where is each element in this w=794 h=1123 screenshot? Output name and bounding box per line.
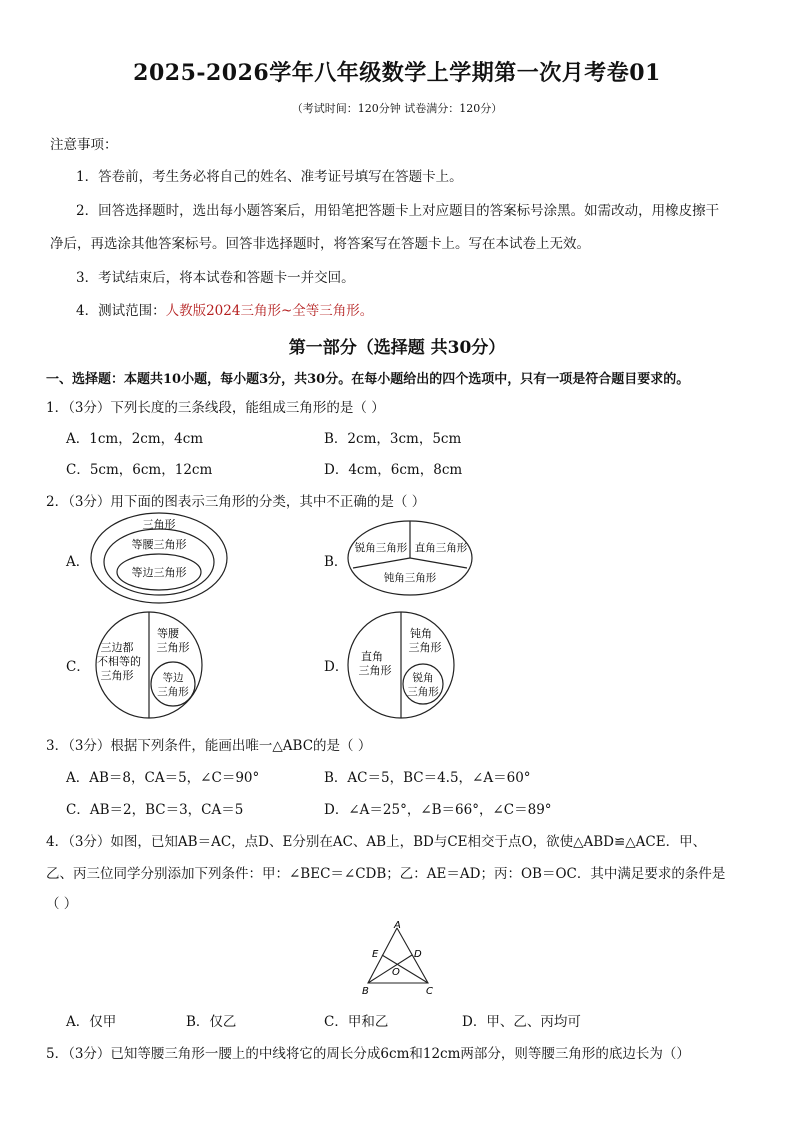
point-d: D <box>414 949 422 960</box>
note-item: 2．回答选择题时，选出每小题答案后，用铅笔把答题卡上对应题目的答案标号涂黑。如需改动，用橡皮擦干 <box>76 203 720 219</box>
circle-inner <box>151 662 195 706</box>
q4-triangle-figure <box>352 918 442 998</box>
question-3-stem: 3．（3分）根据下列条件，能画出唯一△ABC的是（ ） <box>46 738 372 754</box>
exam-subtitle: （考试时间：120分钟 试卷满分：120分） <box>291 102 503 115</box>
q3-option-a: A．AB＝8，CA＝5，∠C＝90° <box>66 770 260 786</box>
point-a: A <box>394 920 401 931</box>
note-item: 1．答卷前，考生务必将自己的姓名、准考证号填写在答题卡上。 <box>76 169 463 185</box>
label-isosceles: 等腰 <box>157 627 179 640</box>
exam-title: 2025-2026学年八年级数学上学期第一次月考卷01 <box>133 60 661 86</box>
question-5-stem: 5．（3分）已知等腰三角形一腰上的中线将它的周长分成6cm和12cm两部分，则等腰三角形的底边长为（） <box>46 1046 690 1062</box>
q3-option-b: B．AC＝5，BC＝4.5，∠A＝60° <box>324 770 531 786</box>
question-1-stem: 1．（3分）下列长度的三条线段，能组成三角形的是（ ） <box>46 400 385 416</box>
divider <box>410 558 467 568</box>
circle-inner <box>403 664 443 704</box>
label-right: 直角三角形 <box>414 542 468 554</box>
q2-option-d: D． <box>324 659 349 675</box>
q4-option-b: B．仅乙 <box>186 1014 237 1030</box>
label-right: 直角 <box>361 650 383 663</box>
label-triangle: 三角形 <box>142 518 176 531</box>
q2-diagram-b <box>345 518 475 598</box>
note-item: 3．考试结束后，将本试卷和答题卡一并交回。 <box>76 270 355 286</box>
label-equilateral: 等边 <box>162 672 184 684</box>
label-acute: 锐角 <box>412 672 434 684</box>
label-scalene: 不相等的 <box>97 655 141 668</box>
q1-option-d: D．4cm，6cm，8cm <box>324 462 463 478</box>
q2-diagram-c <box>91 610 209 722</box>
q4-option-a: A．仅甲 <box>66 1014 117 1030</box>
point-o: O <box>392 967 400 978</box>
label-obtuse: 钝角三角形 <box>383 572 437 584</box>
note-item: 净后，再选涂其他答案标号。回答非选择题时，将答案写在答题卡上。写在本试卷上无效。 <box>50 236 590 252</box>
q2-diagram-d <box>345 610 457 722</box>
q3-option-c: C．AB＝2，BC＝3，CA＝5 <box>66 802 244 818</box>
q1-option-a: A．1cm，2cm，4cm <box>66 431 204 447</box>
scope-label: 4．测试范围： <box>76 303 166 319</box>
q1-option-b: B．2cm，3cm，5cm <box>324 431 462 447</box>
question-4-line: 4．（3分）如图，已知AB＝AC，点D、E分别在AC、AB上，BD与CE相交于点O，欲使△ABD≌△ACE．甲、 <box>46 834 707 850</box>
label-scalene: 三角形 <box>100 669 134 682</box>
q4-option-c: C．甲和乙 <box>324 1014 389 1030</box>
label-isosceles: 等腰三角形 <box>131 538 187 551</box>
section-title: 第一部分（选择题 共30分） <box>288 338 506 358</box>
label-obtuse: 三角形 <box>408 641 442 654</box>
q4-option-d: D．甲、乙、丙均可 <box>462 1014 581 1030</box>
q2-option-a: A． <box>66 554 90 570</box>
question-4-line: 乙、丙三位同学分别添加下列条件：甲：∠BEC＝∠CDB；乙：AE＝AD；丙：OB＝OC．其中满足要求的条件是 <box>46 866 726 882</box>
label-acute: 锐角三角形 <box>354 542 408 554</box>
point-c: C <box>426 986 433 997</box>
label-obtuse: 钝角 <box>410 627 432 640</box>
label-isosceles: 三角形 <box>156 641 190 654</box>
label-right: 三角形 <box>358 664 392 677</box>
label-acute: 三角形 <box>407 686 439 698</box>
point-e: E <box>372 949 379 960</box>
q2-option-c: C． <box>66 659 90 675</box>
label-equilateral: 三角形 <box>157 686 189 698</box>
label-equilateral: 等边三角形 <box>131 566 187 579</box>
point-b: B <box>362 986 369 997</box>
label-scalene: 三边都 <box>100 641 134 654</box>
section-instruction: 一、选择题：本题共10小题，每小题3分，共30分。在每小题给出的四个选项中，只有一项是符合题目要求的。 <box>46 372 690 387</box>
question-2-stem: 2．（3分）用下面的图表示三角形的分类，其中不正确的是（ ） <box>46 494 426 510</box>
divider <box>353 558 410 568</box>
q2-option-b: B． <box>324 554 348 570</box>
q2-diagram-a <box>88 510 230 606</box>
notes-heading: 注意事项： <box>50 137 118 153</box>
scope-value: 人教版2024三角形~全等三角形。 <box>165 303 374 319</box>
note-item-scope <box>76 299 373 319</box>
q1-option-c: C．5cm，6cm，12cm <box>66 462 213 478</box>
question-4-line: （ ） <box>46 896 78 912</box>
q3-option-d: D．∠A＝25°，∠B＝66°，∠C＝89° <box>324 802 552 818</box>
